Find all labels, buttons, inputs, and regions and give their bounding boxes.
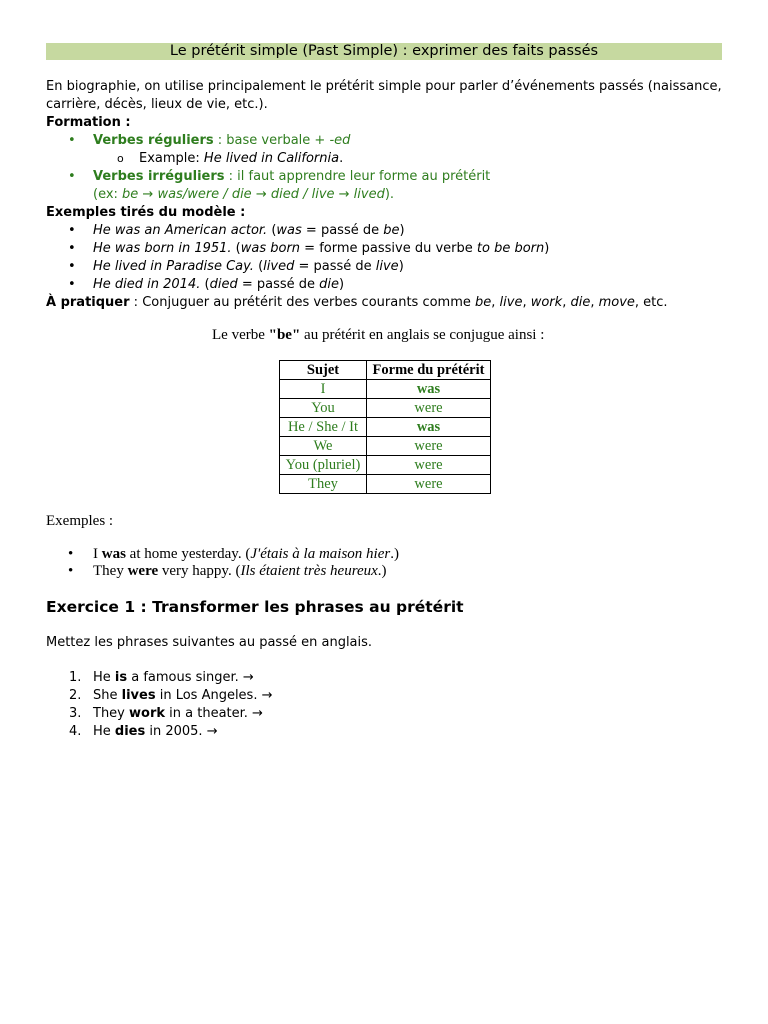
regular-verbs-label: Verbes réguliers	[93, 133, 214, 148]
model-example-item	[93, 258, 404, 276]
irregular-ex-end: ).	[384, 187, 395, 202]
model-example-open: (	[200, 277, 210, 292]
exercise-post: in a theater. →	[165, 706, 263, 721]
exercise-post: in 2005. →	[145, 724, 218, 739]
practice-verb-sep: ,	[491, 295, 500, 310]
irregular-verbs-item	[93, 168, 490, 186]
table-cell-subject: He / She / It	[280, 418, 367, 437]
exercise-pre: She	[93, 688, 122, 703]
model-example-base: to be born	[476, 241, 545, 256]
model-example-sentence: He was born in 1951.	[93, 241, 232, 256]
practice-verb-sep: ,	[562, 295, 571, 310]
exercise-item	[93, 687, 273, 705]
model-examples-heading: Exemples tirés du modèle :	[46, 205, 246, 220]
example-verb: were	[127, 563, 159, 579]
table-cell-form: was	[367, 418, 491, 437]
model-example-mid: = passé de	[294, 259, 376, 274]
be-intro-verb: "be"	[268, 327, 301, 343]
table-header-form: Forme du prétérit	[367, 361, 491, 380]
model-example-item	[93, 240, 549, 258]
be-intro	[212, 326, 544, 344]
be-conjugation-table	[279, 360, 491, 494]
table-cell-form: was	[367, 380, 491, 399]
irregular-ex-forms: be → was/were / die → died / live → lived	[122, 187, 385, 202]
table-body	[280, 380, 491, 494]
irregular-verbs-example	[93, 186, 394, 204]
exercise-verb: is	[114, 670, 128, 685]
model-example-term: lived	[263, 259, 295, 274]
exercise-post: in Los Angeles. →	[155, 688, 273, 703]
regular-verbs-text: : base verbale +	[213, 133, 330, 148]
model-example-base: die	[319, 277, 340, 292]
irregular-ex-prefix: (ex:	[93, 187, 123, 202]
table-cell-subject: You (pluriel)	[280, 456, 367, 475]
practice-end: , etc.	[634, 295, 668, 310]
bullet-icon: •	[68, 241, 76, 256]
model-example-mid: = forme passive du verbe	[300, 241, 477, 256]
model-example-base: live	[375, 259, 399, 274]
table-cell-form: were	[367, 437, 491, 456]
irregular-verbs-label: Verbes irréguliers	[93, 169, 225, 184]
table-cell-form: were	[367, 456, 491, 475]
table-row	[280, 456, 491, 475]
regular-example	[139, 150, 343, 168]
table-row	[280, 418, 491, 437]
model-example-item	[93, 276, 344, 294]
table-row	[280, 437, 491, 456]
model-example-sentence: He was an American actor.	[93, 223, 268, 238]
exercise-heading: Exercice 1 : Transformer les phrases au prétérit	[46, 598, 464, 616]
exercise-verb: work	[129, 706, 166, 721]
model-example-close: )	[399, 223, 405, 238]
exercise-pre: He	[93, 670, 115, 685]
model-example-mid: = passé de	[301, 223, 384, 238]
table-cell-form: were	[367, 399, 491, 418]
table-row	[280, 399, 491, 418]
table-header-row	[280, 361, 491, 380]
table-header-subject: Sujet	[280, 361, 367, 380]
example-verb: was	[101, 546, 126, 562]
model-example-close: )	[544, 241, 550, 256]
bullet-icon: •	[68, 563, 74, 579]
exercise-item	[93, 705, 263, 723]
practice-verbs	[475, 295, 635, 310]
example-item	[93, 562, 387, 580]
irregular-verbs-text: : il faut apprendre leur forme au prétérit	[224, 169, 491, 184]
intro-line-1: En biographie, on utilise principalement le prétérit simple pour parler d’événements passés (naissance,	[46, 79, 722, 94]
bullet-icon: •	[68, 223, 76, 238]
bullet-icon: •	[68, 259, 76, 274]
exercise-instruction: Mettez les phrases suivantes au passé en anglais.	[46, 635, 373, 650]
model-example-sentence: He died in 2014.	[93, 277, 201, 292]
exercise-item-number: 4.	[69, 724, 82, 739]
model-example-sentence: He lived in Paradise Cay.	[93, 259, 254, 274]
table-cell-form: were	[367, 475, 491, 494]
example-pre: I	[93, 546, 102, 562]
model-example-close: )	[339, 277, 345, 292]
model-example-close: )	[398, 259, 404, 274]
model-example-term: was	[276, 223, 302, 238]
example-post: at home yesterday. (	[125, 546, 251, 562]
model-example-open: (	[231, 241, 241, 256]
bullet-icon: •	[68, 277, 76, 292]
practice-verb: work	[530, 295, 563, 310]
practice-verb: die	[570, 295, 591, 310]
exercise-verb: dies	[114, 724, 146, 739]
table-cell-subject: We	[280, 437, 367, 456]
be-intro-suffix: au prétérit en anglais se conjugue ainsi :	[300, 327, 545, 343]
table-row	[280, 380, 491, 399]
example-end: .)	[377, 563, 387, 579]
example-pre: They	[93, 563, 128, 579]
practice-verb: move	[598, 295, 635, 310]
model-example-term: died	[209, 277, 238, 292]
exercise-verb: lives	[121, 688, 156, 703]
bullet-icon: •	[68, 546, 74, 562]
table-cell-subject: You	[280, 399, 367, 418]
table-cell-subject: I	[280, 380, 367, 399]
intro-line-2: carrière, décès, lieux de vie, etc.).	[46, 97, 268, 112]
examples-heading: Exemples :	[46, 513, 114, 529]
regular-example-prefix: Example:	[139, 151, 204, 166]
exercise-item-number: 2.	[69, 688, 82, 703]
model-example-base: be	[383, 223, 400, 238]
practice-text: : Conjuguer au prétérit des verbes courants comme	[129, 295, 476, 310]
table-cell-subject: They	[280, 475, 367, 494]
regular-verbs-item	[93, 132, 350, 150]
practice-line	[46, 294, 668, 312]
example-post: very happy. (	[158, 563, 241, 579]
practice-label: À pratiquer	[46, 295, 130, 310]
practice-verb: live	[499, 295, 523, 310]
sub-bullet-marker: o	[117, 152, 124, 165]
regular-example-text: He lived in California	[203, 151, 340, 166]
practice-verb-sep: ,	[590, 295, 599, 310]
exercise-pre: He	[93, 724, 115, 739]
exercise-item	[93, 669, 254, 687]
exercise-item	[93, 723, 218, 741]
be-intro-prefix: Le verbe	[212, 327, 269, 343]
practice-verb: be	[475, 295, 492, 310]
exercise-pre: They	[93, 706, 130, 721]
formation-heading: Formation :	[46, 115, 131, 130]
exercise-item-number: 3.	[69, 706, 82, 721]
table-row	[280, 475, 491, 494]
model-example-mid: = passé de	[237, 277, 320, 292]
example-translation: J'étais à la maison hier	[250, 546, 391, 562]
example-end: .)	[390, 546, 399, 562]
example-translation: Ils étaient très heureux	[240, 563, 378, 579]
exercise-post: a famous singer. →	[127, 670, 254, 685]
practice-verb-sep: ,	[522, 295, 531, 310]
model-example-term: was born	[240, 241, 301, 256]
regular-verbs-suffix: -ed	[329, 133, 351, 148]
page-title: Le prétérit simple (Past Simple) : exprimer des faits passés	[46, 43, 722, 60]
bullet-icon: •	[68, 133, 76, 148]
example-item	[93, 545, 399, 563]
model-example-open: (	[267, 223, 277, 238]
model-example-item	[93, 222, 405, 240]
model-example-open: (	[253, 259, 264, 274]
bullet-icon: •	[68, 169, 76, 184]
regular-example-end: .	[339, 151, 344, 166]
exercise-item-number: 1.	[69, 670, 82, 685]
